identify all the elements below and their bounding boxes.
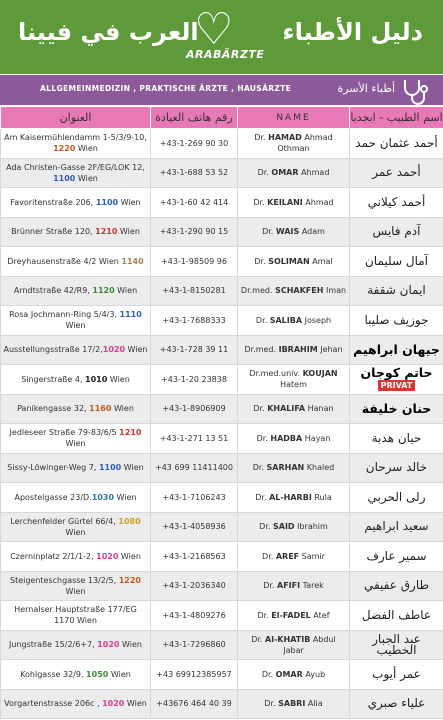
name-cell bbox=[238, 542, 350, 572]
heart-icon: ♡ bbox=[194, 4, 234, 55]
phone-cell[interactable]: +43-1-8150281 bbox=[151, 276, 238, 306]
table-row bbox=[1, 335, 443, 365]
name-cell bbox=[238, 453, 350, 483]
address-city: Wien bbox=[65, 527, 86, 537]
address-cell bbox=[1, 512, 151, 542]
doctor-lastname: KEILANI bbox=[267, 197, 303, 207]
table-row bbox=[1, 129, 443, 159]
doctor-title: Dr. bbox=[263, 581, 275, 591]
phone-cell[interactable]: +43-1-98509 96 bbox=[151, 247, 238, 277]
col-phone: رقم هاتف العيادة bbox=[151, 107, 238, 129]
doctor-arabic-name: آدم فايس bbox=[372, 224, 421, 239]
address-city: Wien bbox=[108, 669, 131, 679]
name-cell bbox=[238, 689, 350, 719]
doctor-firstname: Ahmad bbox=[301, 168, 330, 178]
doctor-arabic-name: جيهان ابراهيم bbox=[353, 342, 440, 358]
address-city: Wien bbox=[125, 345, 148, 355]
phone-cell[interactable]: +43-1-2036340 bbox=[151, 571, 238, 601]
address-city: Wien bbox=[107, 374, 130, 384]
doctor-firstname: Abdul Jabar bbox=[283, 634, 336, 655]
doctor-arabic-name: أحمد عثمان حمد bbox=[355, 135, 438, 150]
phone-cell[interactable]: +43-1-290 90 15 bbox=[151, 217, 238, 247]
name-cell bbox=[238, 335, 350, 365]
address-street: Hernalser Hauptstraße 177/EG bbox=[14, 605, 137, 615]
category-latin: ALLGEMEINMEDIZIN , PRAKTISCHE ÄRZTE , HAUSÄRZTE bbox=[40, 84, 292, 93]
table-row bbox=[1, 365, 443, 395]
address-street: Am Kaisermühlendamm 1-5/3/9-10, bbox=[4, 133, 147, 143]
address-street: Rosa Jochmann-Ring 5/4/3, bbox=[9, 310, 120, 320]
name-cell bbox=[238, 512, 350, 542]
doctor-firstname: Alia bbox=[307, 699, 323, 709]
address-district: 1210 bbox=[119, 428, 142, 438]
address-street: Arndtstraße 42/R9, bbox=[13, 286, 93, 296]
doctor-arabic-name: عمر أيوب bbox=[372, 666, 421, 681]
table-row bbox=[1, 660, 443, 690]
table-header bbox=[1, 107, 443, 129]
doctor-title: Dr. bbox=[253, 404, 265, 414]
table-row bbox=[1, 394, 443, 424]
doctor-title: Dr.med. bbox=[240, 286, 273, 296]
address-cell bbox=[1, 630, 151, 660]
table-row bbox=[1, 247, 443, 277]
address-district: 1100 bbox=[53, 173, 76, 183]
address-city: Wien bbox=[75, 144, 98, 154]
name-cell bbox=[238, 424, 350, 454]
address-city: Wien bbox=[118, 197, 141, 207]
address-district: 1020 bbox=[97, 640, 120, 650]
arabic-name-cell bbox=[350, 483, 443, 513]
address-street: Brünner Straße 120, bbox=[11, 227, 96, 237]
doctor-lastname: SARHAN bbox=[266, 463, 305, 473]
address-street: Ada Christen-Gasse 2F/EG/LOK 12, bbox=[6, 162, 145, 172]
table-row bbox=[1, 188, 443, 218]
doctor-arabic-name: أحمد عمر bbox=[372, 165, 421, 180]
address-city: Wien bbox=[121, 463, 144, 473]
phone-cell[interactable]: +43-1-688 53 52 bbox=[151, 158, 238, 188]
doctor-title: Dr. bbox=[257, 610, 269, 620]
doctor-arabic-name: سعيد ابراهيم bbox=[364, 519, 429, 534]
address-district: 1100 bbox=[95, 197, 119, 207]
phone-cell[interactable]: +43-1-2168563 bbox=[151, 542, 238, 572]
table-row bbox=[1, 689, 443, 719]
address-street: Panikengasse 32, bbox=[17, 404, 90, 414]
address-cell bbox=[1, 660, 151, 690]
arabic-name-cell bbox=[350, 453, 443, 483]
doctor-firstname: Joseph bbox=[304, 315, 332, 325]
phone-cell[interactable]: +43676 464 40 39 bbox=[151, 689, 238, 719]
address-district: 1020 bbox=[96, 551, 119, 561]
address-city: Wien bbox=[117, 227, 140, 237]
table-row bbox=[1, 571, 443, 601]
name-cell bbox=[238, 276, 350, 306]
arabic-name-cell bbox=[350, 689, 443, 719]
address-cell bbox=[1, 424, 151, 454]
doctor-title: Dr. bbox=[259, 522, 271, 532]
doctor-lastname: HAMAD bbox=[268, 133, 302, 143]
arabic-name-cell bbox=[350, 365, 443, 395]
address-district: 1010 bbox=[85, 374, 108, 384]
arabic-name-cell bbox=[350, 571, 443, 601]
privat-badge: PRIVAT bbox=[378, 380, 416, 391]
doctor-arabic-name: عبد الجبار الخطيب bbox=[372, 631, 421, 657]
address-cell bbox=[1, 247, 151, 277]
phone-cell[interactable]: +43-1-4058936 bbox=[151, 512, 238, 542]
doctor-firstname: Ibrahim bbox=[297, 522, 328, 532]
address-street: Czerninplatz 2/1/1-2, bbox=[10, 551, 97, 561]
doctor-firstname: Jehan bbox=[320, 345, 343, 355]
address-city: Wien bbox=[75, 173, 98, 183]
table-row bbox=[1, 601, 443, 631]
address-city: Wien bbox=[65, 586, 86, 596]
doctor-lastname: WAIS bbox=[275, 227, 300, 237]
col-arabic-name: اسم الطبيب - ابجديا bbox=[350, 107, 443, 129]
doctor-title: Dr. bbox=[255, 492, 267, 502]
table-row bbox=[1, 158, 443, 188]
name-cell bbox=[238, 217, 350, 247]
table-row bbox=[1, 276, 443, 306]
doctor-title: Dr.med.univ. bbox=[249, 369, 301, 379]
doctor-lastname: SOLIMAN bbox=[268, 256, 310, 266]
address-street: Dreyhausenstraße 4/2 Wien bbox=[7, 256, 122, 266]
address-district: 1100 bbox=[98, 463, 122, 473]
address-district: 1210 bbox=[95, 227, 118, 237]
doctor-title: Dr. bbox=[261, 669, 274, 679]
address-city: Wien bbox=[114, 492, 137, 502]
name-cell bbox=[238, 158, 350, 188]
arabic-name-cell bbox=[350, 542, 443, 572]
col-name: NAME bbox=[238, 107, 350, 129]
address-street: Singerstraße 4, bbox=[21, 374, 86, 384]
table-row bbox=[1, 217, 443, 247]
address-cell bbox=[1, 306, 151, 336]
table-row bbox=[1, 453, 443, 483]
doctor-firstname: Atef bbox=[313, 610, 330, 620]
address-cell bbox=[1, 571, 151, 601]
doctor-firstname: Hatem bbox=[280, 380, 307, 390]
arabic-name-cell bbox=[350, 247, 443, 277]
phone-cell[interactable]: +43-1-269 90 30 bbox=[151, 129, 238, 159]
phone-cell[interactable]: +43-1-7688333 bbox=[151, 306, 238, 336]
address-street: Sissy-Löwinger-Weg 7, bbox=[7, 463, 99, 473]
address-cell bbox=[1, 365, 151, 395]
arabic-name-cell bbox=[350, 601, 443, 631]
address-district: 1080 bbox=[118, 516, 141, 526]
address-cell bbox=[1, 217, 151, 247]
doctor-arabic-name: حنان خليفة bbox=[361, 401, 432, 417]
doctor-firstname: Amal bbox=[312, 256, 333, 266]
doctor-lastname: OMAR bbox=[275, 669, 303, 679]
doctor-arabic-name: خالد سرحان bbox=[365, 460, 428, 475]
address-city: Wien bbox=[119, 640, 142, 650]
address-district: 1020 bbox=[102, 345, 126, 355]
doctor-firstname: Khaled bbox=[306, 463, 335, 473]
table-row bbox=[1, 512, 443, 542]
arabic-name-cell bbox=[350, 660, 443, 690]
address-street: Favoritenstraße 206, bbox=[10, 197, 96, 207]
address-cell bbox=[1, 542, 151, 572]
doctor-arabic-name: علياء صبري bbox=[367, 696, 426, 711]
arabic-name-cell bbox=[350, 424, 443, 454]
phone-cell[interactable]: +43-1-4809276 bbox=[151, 601, 238, 631]
address-city: Wien bbox=[65, 439, 86, 449]
doctor-arabic-name: حيان هدبة bbox=[371, 430, 422, 445]
name-cell bbox=[238, 630, 350, 660]
arabic-name-cell bbox=[350, 217, 443, 247]
address-cell bbox=[1, 335, 151, 365]
name-cell bbox=[238, 571, 350, 601]
doctor-firstname: Tarek bbox=[302, 581, 324, 591]
address-district: 1220 bbox=[53, 144, 76, 154]
arabic-name-cell bbox=[350, 129, 443, 159]
name-cell bbox=[238, 129, 350, 159]
doctor-lastname: SABRI bbox=[278, 699, 306, 709]
doctor-firstname: Hanan bbox=[307, 404, 334, 414]
doctor-arabic-name: رلى الحربي bbox=[367, 489, 426, 504]
doctor-title: Dr.med. bbox=[244, 345, 277, 355]
doctor-lastname: SAID bbox=[272, 522, 295, 532]
name-cell bbox=[238, 247, 350, 277]
address-cell bbox=[1, 394, 151, 424]
doctor-lastname: HADBA bbox=[270, 433, 303, 443]
address-district: 1050 bbox=[86, 669, 109, 679]
doctor-lastname: Al-KHATIB bbox=[265, 634, 311, 644]
arabic-name-cell bbox=[350, 512, 443, 542]
name-cell bbox=[238, 306, 350, 336]
table-row bbox=[1, 483, 443, 513]
doctor-firstname: Adam bbox=[301, 227, 325, 237]
doctor-lastname: KOUJAN bbox=[302, 369, 338, 379]
doctor-title: Dr. bbox=[264, 699, 276, 709]
name-cell bbox=[238, 660, 350, 690]
doctor-title: Dr. bbox=[254, 133, 266, 143]
doctor-arabic-name: سمير عارف bbox=[366, 548, 427, 563]
col-address: العنوان bbox=[1, 107, 151, 129]
phone-cell[interactable]: +43-1-7106243 bbox=[151, 483, 238, 513]
doctor-firstname: Ahmad Othman bbox=[277, 133, 333, 154]
address-cell bbox=[1, 158, 151, 188]
doctor-firstname: Hayan bbox=[304, 433, 331, 443]
doctor-title: Dr. bbox=[254, 256, 266, 266]
address-street: Steigenteschgasse 13/2/5, bbox=[9, 575, 119, 585]
arabic-name-cell bbox=[350, 158, 443, 188]
arabic-name-cell bbox=[350, 335, 443, 365]
address-district: 1160 bbox=[89, 404, 112, 414]
address-district: 1140 bbox=[121, 256, 144, 266]
doctor-title: Dr. bbox=[256, 433, 268, 443]
doctor-arabic-name: عاطف الفضل bbox=[361, 607, 432, 622]
doctor-arabic-name: ايمان شقفة bbox=[367, 283, 426, 298]
doctor-table bbox=[0, 106, 443, 719]
logo-text: ARABÄRZTE bbox=[186, 48, 265, 61]
address-district: 1030 bbox=[91, 492, 115, 502]
doctor-title: Dr. bbox=[262, 227, 274, 237]
address-city: Wien bbox=[65, 321, 86, 331]
category-strip bbox=[0, 75, 443, 105]
phone-cell[interactable]: +43-1-8906909 bbox=[151, 394, 238, 424]
name-cell bbox=[238, 483, 350, 513]
phone-cell[interactable]: +43 69912385957 bbox=[151, 660, 238, 690]
doctor-title: Dr. bbox=[251, 634, 263, 644]
doctor-firstname: Rula bbox=[314, 492, 332, 502]
address-district: 1020 bbox=[102, 699, 125, 709]
phone-cell[interactable]: +43 699 11411400 bbox=[151, 453, 238, 483]
name-cell bbox=[238, 188, 350, 218]
doctor-arabic-name: آمال سليمان bbox=[364, 253, 428, 268]
name-cell bbox=[238, 601, 350, 631]
doctor-title: Dr. bbox=[262, 551, 274, 561]
address-cell bbox=[1, 129, 151, 159]
address-city: Wien bbox=[118, 551, 141, 561]
address-district: 1120 bbox=[92, 286, 115, 296]
phone-cell[interactable]: +43-1-7296860 bbox=[151, 630, 238, 660]
doctor-arabic-name: أحمد كيلاني bbox=[367, 194, 426, 209]
address-street: Apostelgasse 23/D. bbox=[14, 492, 92, 502]
doctor-firstname: Ahmad bbox=[305, 197, 334, 207]
address-street: Lerchenfelder Gürtel 66/4, bbox=[10, 516, 119, 526]
address-street: Jedleseer Straße 79-83/6/5 bbox=[9, 428, 120, 438]
name-cell bbox=[238, 394, 350, 424]
doctor-title: Dr. bbox=[253, 197, 265, 207]
arabic-name-cell bbox=[350, 188, 443, 218]
phone-cell[interactable]: +43-1-20 23838 bbox=[151, 365, 238, 395]
address-cell bbox=[1, 276, 151, 306]
address-street: Vorgartenstrasse 206c , bbox=[4, 699, 103, 709]
name-cell bbox=[238, 365, 350, 395]
doctor-lastname: AREF bbox=[275, 551, 300, 561]
logo bbox=[182, 4, 265, 64]
table-row bbox=[1, 630, 443, 660]
doctor-lastname: El-FADEL bbox=[271, 610, 311, 620]
arabic-name-cell bbox=[350, 630, 443, 660]
doctor-arabic-name: حاتم كوجان bbox=[360, 365, 433, 381]
address-city: Wien bbox=[114, 286, 138, 296]
arabic-name-cell bbox=[350, 306, 443, 336]
arabic-name-cell bbox=[350, 276, 443, 306]
address-district: 1220 bbox=[118, 575, 141, 585]
doctor-firstname: Samir bbox=[301, 551, 325, 561]
address-city: Wien bbox=[111, 404, 134, 414]
doctor-lastname: IBRAHIM bbox=[278, 345, 318, 355]
address-city: Wien bbox=[124, 699, 147, 709]
arabic-name-cell bbox=[350, 394, 443, 424]
doctor-firstname: Ayub bbox=[305, 669, 326, 679]
address-city: Wien bbox=[74, 616, 97, 626]
address-cell bbox=[1, 453, 151, 483]
doctor-lastname: SCHAKFEH bbox=[275, 286, 324, 296]
address-street: Kohlgasse 32/9, bbox=[20, 669, 87, 679]
address-cell bbox=[1, 601, 151, 631]
doctor-title: Dr. bbox=[252, 463, 264, 473]
category-arabic: أطباء الأسرة bbox=[337, 82, 395, 95]
table-row bbox=[1, 306, 443, 336]
doctor-firstname: Iman bbox=[325, 286, 347, 296]
address-cell bbox=[1, 689, 151, 719]
phone-cell[interactable]: +43-1-60 42 414 bbox=[151, 188, 238, 218]
address-street: Jungstraße 15/2/6+7, bbox=[9, 640, 98, 650]
table-row bbox=[1, 542, 443, 572]
table-row bbox=[1, 424, 443, 454]
banner bbox=[0, 0, 443, 74]
address-district: 1170 bbox=[54, 616, 75, 626]
address-street: Ausstellungsstraße 17/2, bbox=[3, 345, 103, 355]
doctor-lastname: AL-HARBI bbox=[269, 492, 312, 502]
doctor-lastname: OMAR bbox=[271, 168, 299, 178]
doctor-title: Dr. bbox=[255, 315, 268, 325]
doctor-arabic-name: جوزيف صليبا bbox=[364, 312, 429, 327]
doctor-arabic-name: طارق عفيفي bbox=[363, 578, 430, 593]
doctor-lastname: KHALIFA bbox=[267, 404, 306, 414]
stethoscope-icon bbox=[399, 77, 435, 105]
phone-cell[interactable]: +43-1-728 39 11 bbox=[151, 335, 238, 365]
banner-title-right: دليل الأطباء bbox=[282, 18, 423, 46]
address-cell bbox=[1, 483, 151, 513]
address-cell bbox=[1, 188, 151, 218]
doctor-lastname: AFIFI bbox=[277, 581, 301, 591]
banner-title-left: العرب في فيينا bbox=[18, 18, 199, 46]
phone-cell[interactable]: +43-1-271 13 51 bbox=[151, 424, 238, 454]
doctor-lastname: SALIBA bbox=[269, 315, 303, 325]
address-district: 1110 bbox=[119, 310, 142, 320]
doctor-title: Dr. bbox=[257, 168, 269, 178]
